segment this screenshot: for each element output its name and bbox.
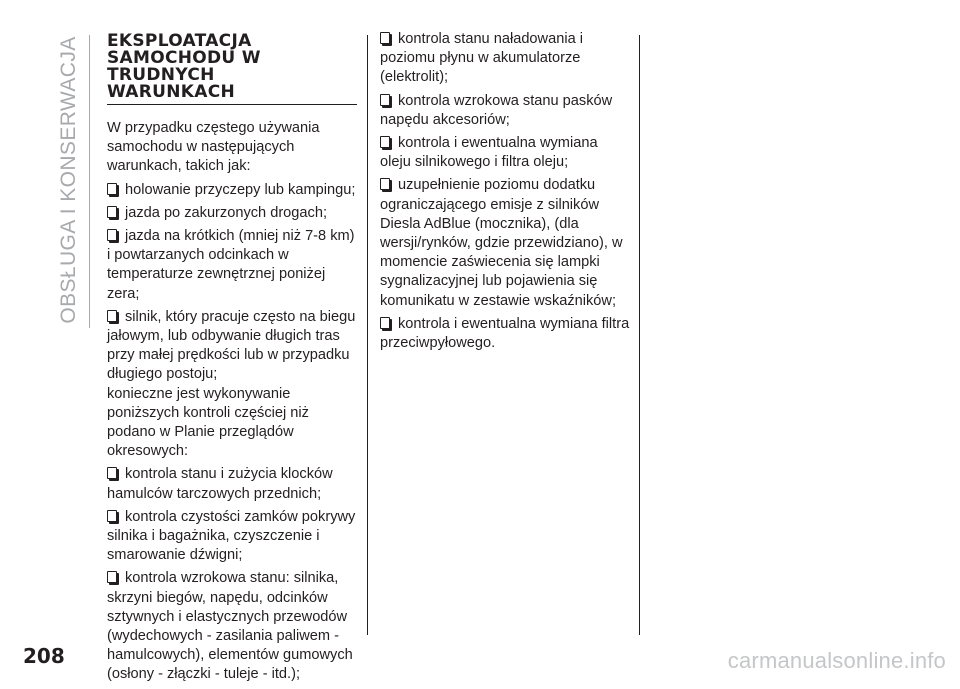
check-item: uzupełnienie poziomu dodatku ograniczającego emisje z silników Diesla AdBlue (mocznika), (dla wersji/rynków, gdzie przewidziano), w momencie zaświecenia się lampki sygnalizacyjnej lub pojawienia się komunikatu w zestawie wskaźników; xyxy=(380,176,630,310)
column-left xyxy=(107,30,357,689)
section-title-text: OBSŁUGA I KONSERWACJA xyxy=(57,36,80,324)
title-line: EKSPLOATACJA xyxy=(107,31,252,51)
check-item: kontrola stanu naładowania i poziomu płynu w akumulatorze (elektrolit); xyxy=(380,30,630,88)
condition-item: silnik, który pracuje często na biegu jałowym, lub odbywanie długich tras przy małej prędkości lub w przypadku długiego postoju; xyxy=(107,308,357,385)
condition-item: jazda na krótkich (mniej niż 7-8 km) i powtarzanych odcinkach w temperaturze zewnętrznej poniżej zera; xyxy=(107,227,357,304)
check-item: kontrola wzrokowa stanu pasków napędu akcesoriów; xyxy=(380,92,630,130)
title-line: TRUDNYCH xyxy=(107,65,215,85)
check-item: kontrola czystości zamków pokrywy silnika i bagażnika, czyszczenie i smarowanie dźwigni; xyxy=(107,508,357,566)
column-divider-right xyxy=(639,35,640,635)
page-title xyxy=(107,33,357,105)
note-paragraph: konieczne jest wykonywanie poniższych kontroli częściej niż podano w Planie przeglądów okresowych: xyxy=(107,385,309,460)
condition-item: jazda po zakurzonych drogach; xyxy=(107,204,357,223)
section-side-title xyxy=(49,30,89,330)
column-right xyxy=(380,30,630,357)
side-divider xyxy=(89,35,90,328)
check-item: kontrola i ewentualna wymiana filtra przeciwpyłowego. xyxy=(380,315,630,353)
page-number: 208 xyxy=(23,644,65,668)
check-item: kontrola i ewentualna wymiana oleju silnikowego i filtra oleju; xyxy=(380,134,630,172)
check-item: kontrola wzrokowa stanu: silnika, skrzyni biegów, napędu, odcinków sztywnych i elastycznych przewodów (wydechowych - zasilania paliwem - hamulcowych), elementów gumowych (osłony - złączki - tuleje - itd.); xyxy=(107,569,357,684)
title-line: SAMOCHODU W xyxy=(107,48,261,68)
condition-item: holowanie przyczepy lub kampingu; xyxy=(107,181,357,200)
intro-paragraph: W przypadku częstego używania samochodu w następujących warunkach, takich jak: xyxy=(107,120,320,175)
watermark: carmanualsonline.info xyxy=(727,648,946,673)
check-item: kontrola stanu i zużycia klocków hamulców tarczowych przednich; xyxy=(107,465,357,503)
column-divider xyxy=(367,35,368,635)
title-line: WARUNKACH xyxy=(107,82,236,102)
